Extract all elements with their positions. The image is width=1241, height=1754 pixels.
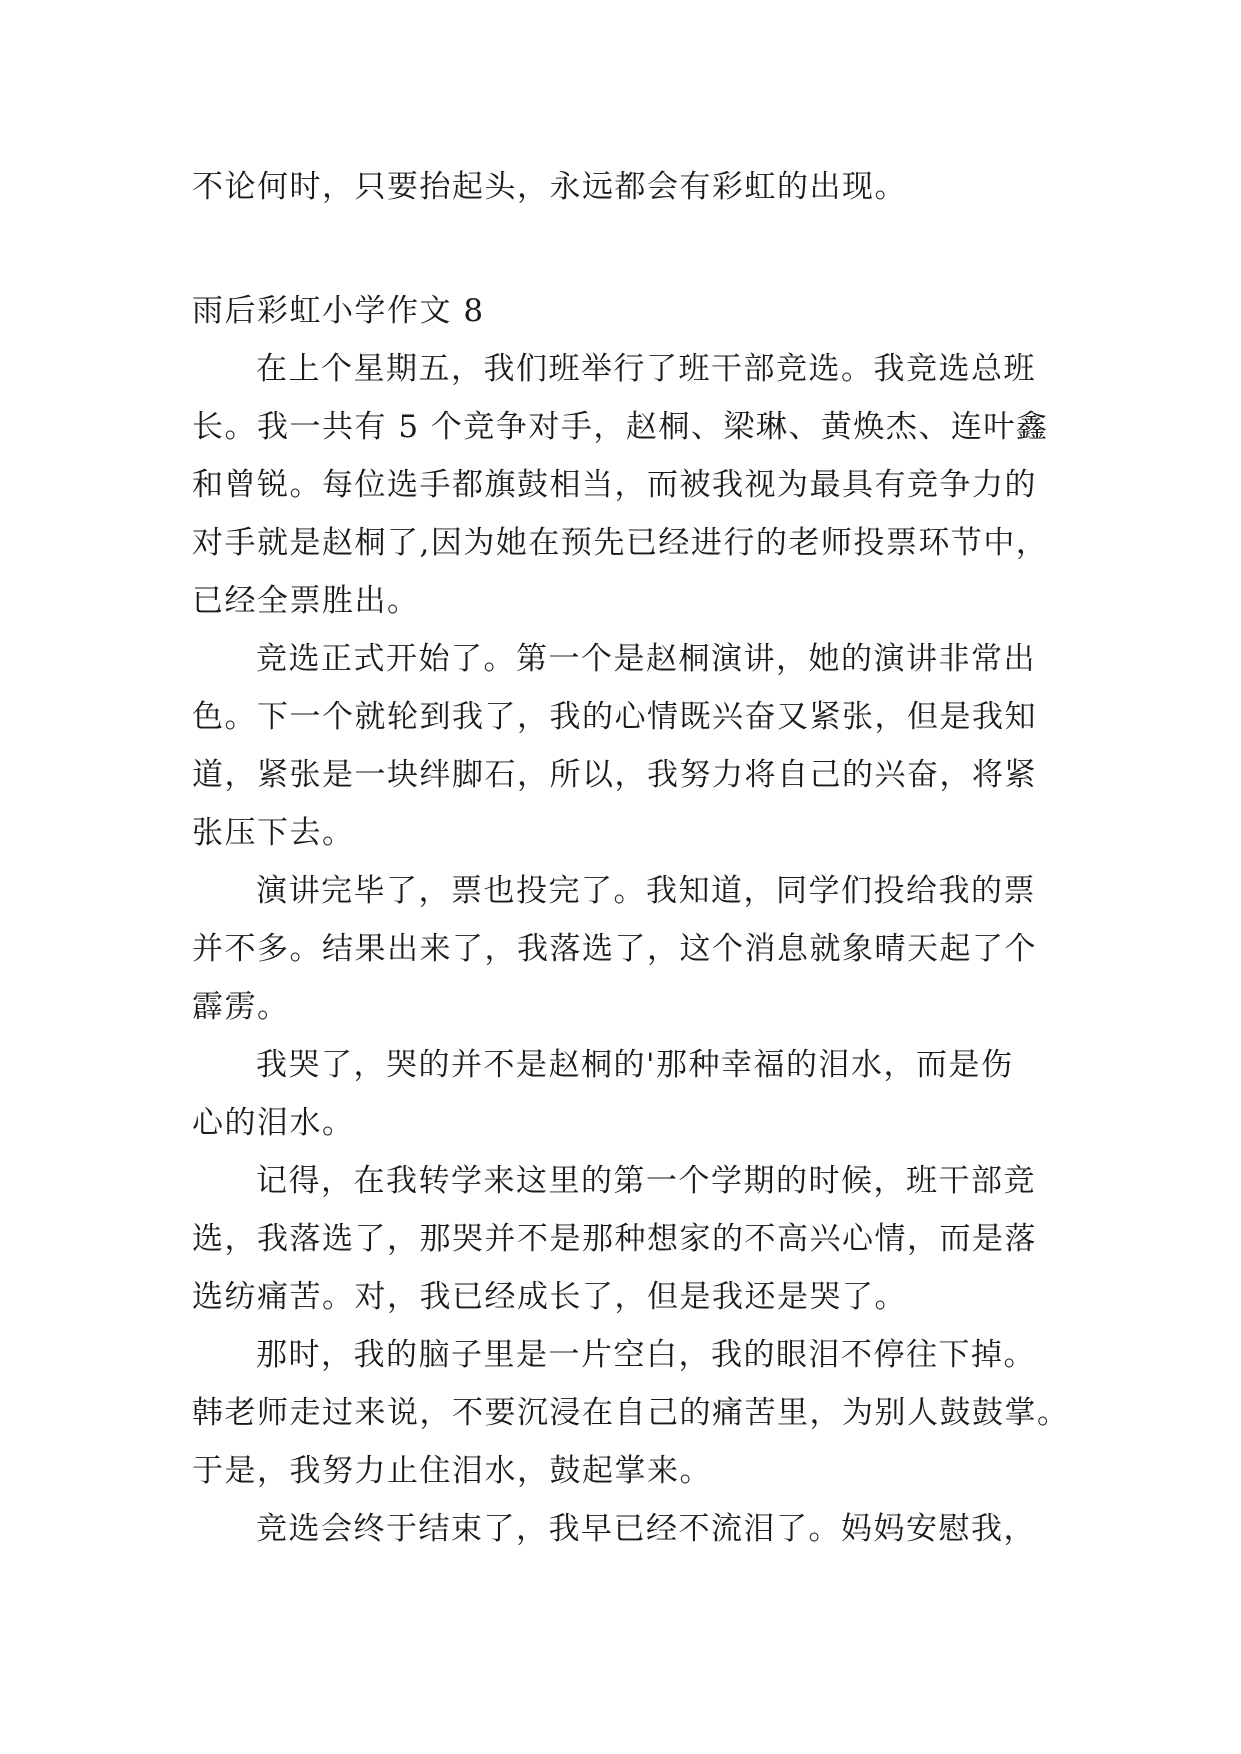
paragraph-line: 于是，我努力止住泪水，鼓起掌来。 — [192, 1453, 712, 1489]
paragraph-line: 色。下一个就轮到我了，我的心情既兴奋又紧张，但是我知 — [192, 699, 1037, 735]
paragraph-line: 选，我落选了，那哭并不是那种想家的不高兴心情，而是落 — [192, 1221, 1037, 1257]
paragraph-line: 和曾锐。每位选手都旗鼓相当，而被我视为最具有竞争力的 — [192, 467, 1037, 503]
document-body — [192, 158, 1072, 1558]
paragraph-line: 长。我一共有 5 个竞争对手，赵桐、梁琳、黄焕杰、连叶鑫 — [192, 409, 1049, 445]
paragraph-line: 那时，我的脑子里是一片空白，我的眼泪不停往下掉。 — [256, 1337, 1036, 1373]
essay-heading: 雨后彩虹小学作文 8 — [192, 293, 485, 329]
paragraph-line: 韩老师走过来说，不要沉浸在自己的痛苦里，为别人鼓鼓掌。 — [192, 1395, 1070, 1431]
paragraph-line: 道，紧张是一块绊脚石，所以，我努力将自己的兴奋，将紧 — [192, 757, 1037, 793]
paragraph-line: 我哭了，哭的并不是赵桐的'那种幸福的泪水，而是伤 — [256, 1047, 1014, 1083]
paragraph — [192, 1326, 1072, 1500]
paragraph-line: 已经全票胜出。 — [192, 583, 420, 619]
paragraph — [192, 340, 1072, 630]
paragraph-line: 霹雳。 — [192, 989, 290, 1025]
paragraph-line: 并不多。结果出来了，我落选了，这个消息就象晴天起了个 — [192, 931, 1037, 967]
paragraph-line: 张压下去。 — [192, 815, 355, 851]
paragraph-line: 竞选正式开始了。第一个是赵桐演讲，她的演讲非常出 — [256, 641, 1036, 677]
paragraph — [192, 1500, 1072, 1558]
paragraph — [192, 862, 1072, 1036]
paragraph — [192, 1036, 1072, 1152]
paragraph-line: 竞选会终于结束了，我早已经不流泪了。妈妈安慰我， — [256, 1511, 1036, 1547]
paragraph-line: 选纺痛苦。对，我已经成长了，但是我还是哭了。 — [192, 1279, 907, 1315]
paragraph-line: 对手就是赵桐了,因为她在预先已经进行的老师投票环节中， — [192, 525, 1049, 561]
paragraph — [192, 1152, 1072, 1326]
paragraph-line: 心的泪水。 — [192, 1105, 355, 1141]
paragraph-line: 记得，在我转学来这里的第一个学期的时候，班干部竞 — [256, 1163, 1036, 1199]
lead-line: 不论何时，只要抬起头，永远都会有彩虹的出现。 — [192, 169, 907, 205]
paragraph-line: 演讲完毕了，票也投完了。我知道，同学们投给我的票 — [256, 873, 1036, 909]
paragraph-line: 在上个星期五，我们班举行了班干部竞选。我竞选总班 — [256, 351, 1036, 387]
paragraph — [192, 630, 1072, 862]
